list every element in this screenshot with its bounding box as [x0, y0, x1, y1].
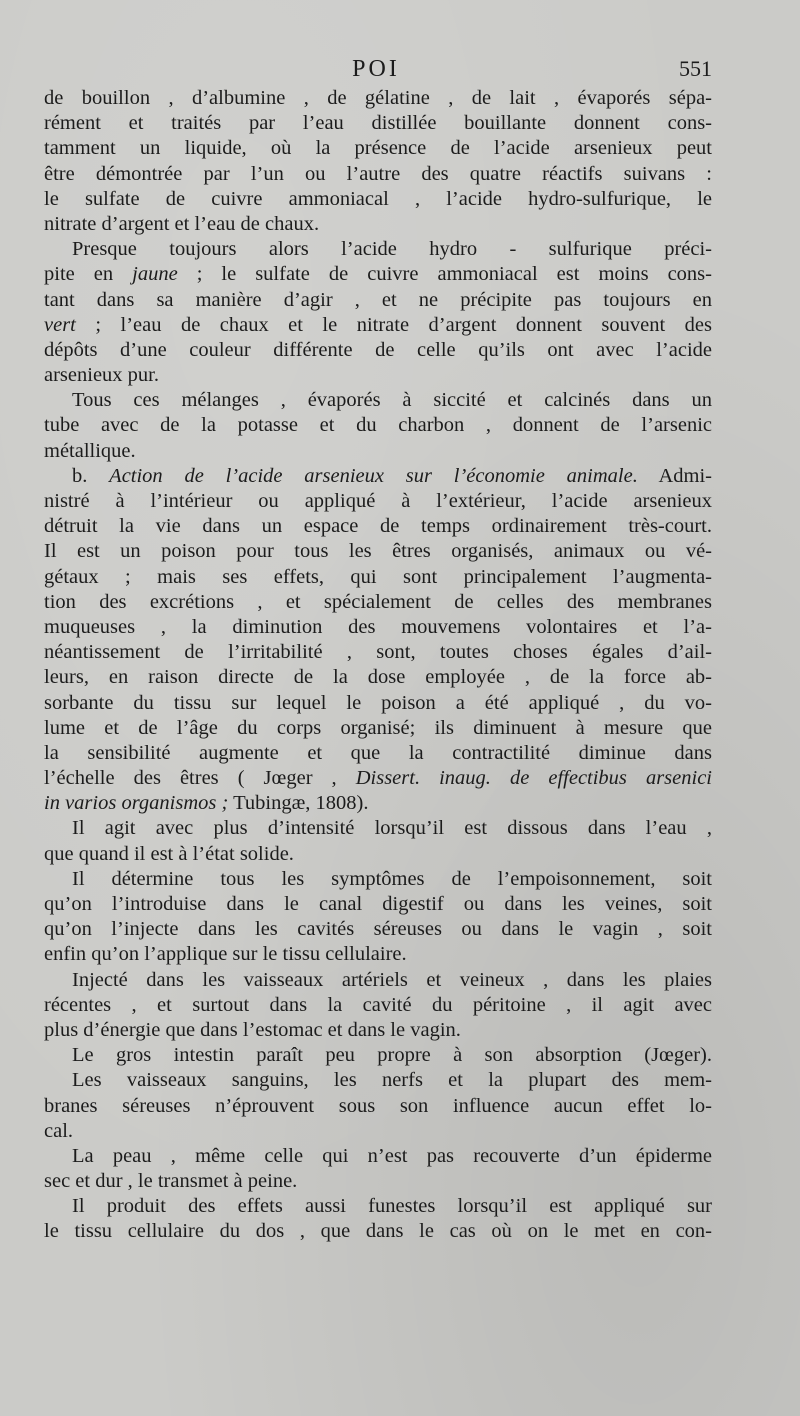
text-line: muqueuses , la diminution des mouvemens volontaires et l’a- — [44, 615, 712, 638]
text-segment: ; l’eau de chaux et le nitrate d’argent donnent souvent des — [75, 313, 712, 336]
text-line: lume et de l’âge du corps organisé; ils diminuent à mesure que — [44, 716, 712, 739]
text-line: enfin qu’on l’applique sur le tissu cellulaire. — [44, 943, 407, 966]
text-line — [44, 791, 712, 816]
text-line: Presque toujours alors l’acide hydro - sulfurique préci- — [72, 238, 712, 261]
text-line: sorbante du tissu sur lequel le poison a été appliqué , du vo- — [44, 691, 712, 714]
text-line: être démontrée par l’un ou l’autre des quatre réactifs suivans : — [44, 162, 712, 185]
italic-segment: Action de l’acide arsenieux sur l’économie animale. — [109, 464, 638, 487]
text-line: nistré à l’intérieur ou appliqué à l’extérieur, l’acide arsenieux — [44, 490, 712, 512]
text-line: néantissement de l’irritabilité , sont, toutes choses égales d’ail- — [44, 641, 712, 664]
text-line — [44, 313, 712, 338]
text-line: que quand il est à l’état solide. — [44, 842, 294, 865]
text-line: Le gros intestin paraît peu propre à son absorption (Jœger). — [72, 1044, 712, 1067]
text-line: récentes , et surtout dans la cavité du péritoine , il agit avec — [44, 993, 712, 1016]
text-line: arsenieux pur. — [44, 364, 159, 387]
text-segment: Admi- — [637, 464, 712, 487]
text-segment: b. — [72, 464, 110, 487]
text-line: cal. — [44, 1119, 74, 1142]
text-line: Injecté dans les vaisseaux artériels et veineux , dans les plaies — [72, 968, 712, 991]
text-line: tamment un liquide, où la présence de l’acide arsenieux peut — [44, 137, 712, 160]
italic-segment: in varios organismos ; — [44, 792, 229, 815]
text-segment: pite en — [44, 263, 133, 286]
text-segment: l’échelle des êtres ( Jœger , — [44, 767, 356, 790]
text-line: métallique. — [44, 439, 136, 462]
text-line: tant dans sa manière d’agir , et ne précipite pas toujours en — [44, 288, 712, 311]
text-line: le tissu cellulaire du dos , que dans le cas où on le met en con- — [44, 1220, 712, 1243]
text-line: rément et traités par l’eau distillée bouillante donnent cons- — [44, 112, 712, 135]
text-line: la sensibilité augmente et que la contractilité diminue dans — [44, 741, 712, 764]
italic-segment: Dissert. inaug. de effectibus arsenici — [355, 767, 712, 790]
text-line: le sulfate de cuivre ammoniacal , l’acide hydro-sulfurique, le — [44, 187, 712, 210]
text-segment: Tubingæ, 1808). — [228, 792, 369, 815]
text-line: nitrate d’argent et l’eau de chaux. — [44, 212, 320, 235]
page-header — [40, 56, 712, 88]
text-line: sec et dur , le transmet à peine. — [44, 1170, 298, 1193]
text-line: détruit la vie dans un espace de temps ordinairement très-court. — [44, 515, 712, 538]
text-line: Tous ces mélanges , évaporés à siccité et calcinés dans un — [72, 389, 712, 412]
text-line: qu’on l’introduise dans le canal digestif ou dans les veines, soit — [44, 893, 712, 915]
text-line: La peau , même celle qui n’est pas recouverte d’un épiderme — [72, 1144, 712, 1167]
text-line — [44, 766, 712, 791]
text-line: de bouillon , d’albumine , de gélatine , de lait , évaporés sépa- — [44, 87, 712, 109]
text-line: Il produit des effets aussi funestes lorsqu’il est appliqué sur — [72, 1195, 712, 1218]
text-line: qu’on l’injecte dans les cavités séreuses ou dans le vagin , soit — [44, 918, 712, 941]
text-line: Il agit avec plus d’intensité lorsqu’il est dissous dans l’eau , — [72, 817, 712, 840]
page-number: 551 — [679, 56, 712, 81]
text-line — [44, 262, 712, 287]
text-line: Les vaisseaux sanguins, les nerfs et la plupart des mem- — [72, 1069, 712, 1092]
text-line: tion des excrétions , et spécialement de celles des membranes — [44, 590, 712, 613]
text-line: dépôts d’une couleur différente de celle qu’ils ont avec l’acide — [44, 338, 712, 361]
text-line: branes séreuses n’éprouvent sous son influence aucun effet lo- — [44, 1094, 712, 1117]
italic-segment: vert — [44, 313, 76, 336]
text-line: leurs, en raison directe de la dose employée , de la force ab- — [44, 666, 712, 689]
running-head: POI — [352, 56, 400, 82]
text-segment: ; le sulfate de cuivre ammoniacal est moins cons- — [177, 263, 712, 286]
text-line: Il est un poison pour tous les êtres organisés, animaux ou vé- — [44, 540, 712, 563]
text-line: Il détermine tous les symptômes de l’empoisonnement, soit — [72, 867, 712, 890]
text-line: gétaux ; mais ses effets, qui sont principalement l’augmenta- — [44, 565, 712, 588]
text-line: plus d’énergie que dans l’estomac et dans le vagin. — [44, 1018, 461, 1041]
body-text — [44, 86, 712, 1245]
italic-segment: jaune — [132, 263, 178, 286]
text-line: tube avec de la potasse et du charbon , donnent de l’arsenic — [44, 414, 712, 437]
text-line — [44, 464, 712, 489]
